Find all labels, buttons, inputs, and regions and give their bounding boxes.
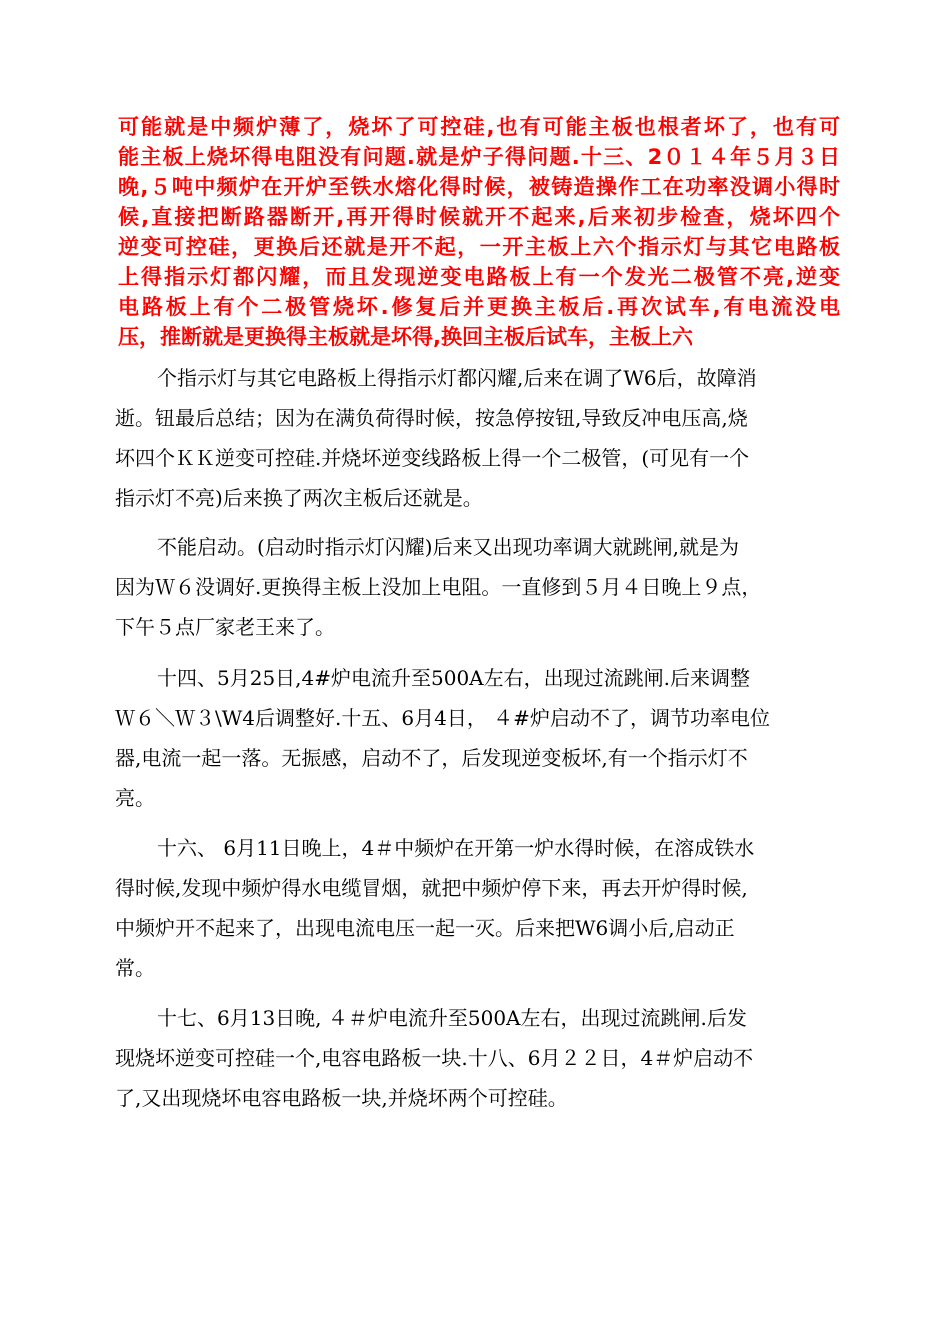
red-line-8: 压，推断就是更换得主板就是坏得,换回主板后试车，主板上六 <box>118 325 693 349</box>
red-line-4: 候,直接把断路器断开,再开得时候就开不起来,后来初步检查，烧坏四个 <box>118 205 840 229</box>
red-line-1: 可能就是中频炉薄了，烧坏了可控硅,也有可能主板也根者坏了，也有可 <box>118 115 840 139</box>
paragraph-line: 不能启动。(启动时指示灯闪耀)后来又出现功率调大就跳闸,就是为 <box>157 535 739 559</box>
paragraph-line: 中频炉开不起来了，出现电流电压一起一灭。后来把W6调小后,启动正 <box>115 916 735 940</box>
paragraph-5 <box>115 998 835 1118</box>
paragraph-line: 亮。 <box>115 786 155 810</box>
paragraph-line: 十六、 6月11日晚上，4＃中频炉在开第一炉水得时候，在溶成铁水 <box>157 836 755 860</box>
paragraph-line: 逝。钮最后总结；因为在满负荷得时候，按急停按钮,导致反冲电压高,烧 <box>115 406 748 430</box>
paragraph-line: 了,又出现烧坏电容电路板一块,并烧坏两个可控硅。 <box>115 1086 568 1110</box>
paragraph-line: 现烧坏逆变可控硅一个,电容电路板一块.十八、6月２２日，4＃炉启动不 <box>115 1046 754 1070</box>
paragraph-line: 个指示灯与其它电路板上得指示灯都闪耀,后来在调了W6后，故障消 <box>157 366 757 390</box>
paragraph-4 <box>115 828 835 988</box>
paragraph-line: 器,电流一起一落。无振感，启动不了，后发现逆变板坏,有一个指示灯不 <box>115 746 748 770</box>
paragraph-line: 因为Ｗ６没调好.更换得主板上没加上电阻。一直修到５月４日晚上９点， <box>115 575 762 599</box>
paragraph-line: 指示灯不亮)后来换了两次主板后还就是。 <box>115 486 483 510</box>
red-line-7: 电路板上有个二极管烧坏.修复后并更换主板后.再次试车,有电流没电 <box>118 295 840 319</box>
paragraph-2 <box>115 527 835 647</box>
red-line-3: 晚,５吨中频炉在开炉至铁水熔化得时候，被铸造操作工在功率没调小得时 <box>118 175 840 199</box>
paragraph-line: 十七、6月13日晚, ４＃炉电流升至500A左右，出现过流跳闸.后发 <box>157 1006 747 1030</box>
paragraph-3 <box>115 658 835 818</box>
red-highlighted-paragraph <box>118 112 840 352</box>
paragraph-line: Ｗ６＼Ｗ３\W4后调整好.十五、6月4日， ４#炉启动不了，调节功率电位 <box>115 706 770 730</box>
red-line-6: 上得指示灯都闪耀，而且发现逆变电路板上有一个发光二极管不亮,逆变 <box>118 265 840 289</box>
red-line-5: 逆变可控硅，更换后还就是开不起，一开主板上六个指示灯与其它电路板 <box>118 235 840 259</box>
paragraph-line: 常。 <box>115 956 155 980</box>
paragraph-line: 下午５点厂家老王来了。 <box>115 615 335 639</box>
paragraph-line: 得时候,发现中频炉得水电缆冒烟，就把中频炉停下来，再去开炉得时候, <box>115 876 748 900</box>
paragraph-1 <box>115 358 835 518</box>
paragraph-line: 坏四个ＫＫ逆变可控硅.并烧坏逆变线路板上得一个二极管，(可见有一个 <box>115 446 750 470</box>
red-line-2: 能主板上烧坏得电阻没有问题.就是炉子得问题.十三、2０１４年５月３日 <box>118 145 840 169</box>
paragraph-line: 十四、5月25日,4#炉电流升至500A左右，出现过流跳闸.后来调整 <box>157 666 750 690</box>
